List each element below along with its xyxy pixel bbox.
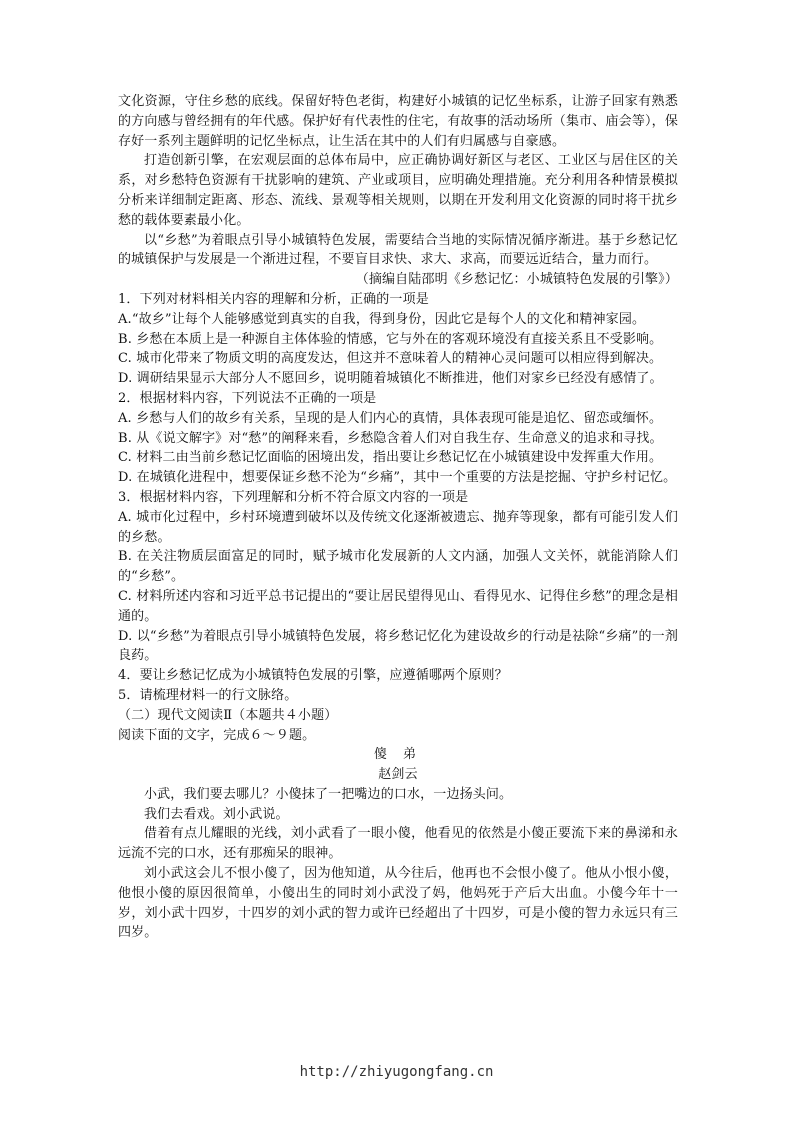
story-paragraph-1: 小武，我们要去哪儿？小傻抹了一把嘴边的口水，一边扬头问。 (144, 786, 513, 802)
intro-paragraph-2: 打造创新引擎，在宏观层面的总体布局中，应正确协调好新区与老区、工业区与居住区的关系，对乡愁特色资源有干扰影响的建筑、产业或项目，应明确处理措施。充分利用各种情景模拟分析来详细制定距离、形态、流线、景观等相关规则，以期在开发利用文化资源的同时将干扰乡愁的载体要素最小化。 (118, 153, 678, 228)
question-1-option-a: A.“故乡”让每个人能够感觉到真实的自我，得到身份，因此它是每个人的文化和精神家园。 (118, 311, 646, 327)
question-2-option-c: C. 材料二由当前乡愁记忆面临的困境出发，指出要让乡愁记忆在小城镇建设中发挥重大作用。 (118, 450, 663, 466)
reading-instruction: 阅读下面的文字，完成６～９题。 (118, 727, 316, 743)
intro-paragraph-1: 文化资源，守住乡愁的底线。保留好特色老街，构建好小城镇的记忆坐标系，让游子回家有熟悉的方向感与曾经拥有的年代感。保护好有代表性的住宅，有故事的活动场所（集市、庙会等），保存好一系列主题鲜明的记忆坐标点，让生活在其中的人们有归属感与自豪感。 (118, 94, 678, 149)
story-paragraph-2: 我们去看戏。刘小武说。 (144, 806, 289, 822)
story-paragraph-3: 借着有点儿耀眼的光线，刘小武看了一眼小傻，他看见的依然是小傻正要流下来的鼻涕和永远流不完的口水，还有那痴呆的眼神。 (118, 826, 678, 862)
intro-paragraph-3: 以“乡愁”为着眼点引导小城镇特色发展，需要结合当地的实际情况循序渐进。基于乡愁记忆的城镇保护与发展是一个渐进过程，不要盲目求快、求大、求高，而要远近结合，量力而行。 (118, 232, 678, 268)
question-3-stem: 3．根据材料内容，下列理解和分析不符合原文内容的一项是 (118, 489, 469, 505)
question-2-option-d: D. 在城镇化进程中，想要保证乡愁不沦为“乡痛”，其中一个重要的方法是挖掘、守护乡村记忆。 (118, 470, 677, 486)
question-1-option-d: D. 调研结果显示大部分人不愿回乡，说明随着城镇化不断推进，他们对家乡已经没有感情了。 (118, 371, 663, 387)
question-3-option-c: C. 材料所述内容和习近平总书记提出的“要让居民望得见山、看得见水、记得住乡愁”的理念是相通的。 (118, 588, 678, 624)
question-4: 4．要让乡愁记忆成为小城镇特色发展的引擎，应遵循哪两个原则？ (118, 668, 508, 684)
question-2-option-b: B. 从《说文解字》对“愁”的阐释来看，乡愁隐含着人们对自我生存、生命意义的追求和寻找。 (118, 430, 663, 446)
question-3-option-d: D. 以“乡愁”为着眼点引导小城镇特色发展，将乡愁记忆化为建设故乡的行动是祛除“乡痛”的一剂良药。 (118, 628, 678, 664)
question-1-option-b: B. 乡愁在本质上是一种源自主体体验的情感，它与外在的客观环境没有直接关系且不受影响。 (118, 331, 663, 347)
question-1-stem: 1．下列对材料相关内容的理解和分析，正确的一项是 (118, 291, 429, 307)
source-note: （摘编自陆邵明《乡愁记忆：小城镇特色发展的引擎》） (355, 272, 678, 288)
question-3-option-b: B. 在关注物质层面富足的同时，赋予城市化发展新的人文内涵，加强人文关怀，就能消除人们的“乡愁”。 (118, 549, 678, 585)
footer-url: http://zhiyugongfang.cn (299, 1064, 494, 1080)
story-paragraph-4: 刘小武这会儿不恨小傻了，因为他知道，从今往后，他再也不会恨小傻了。他从小恨小傻，他恨小傻的原因很简单，小傻出生的同时刘小武没了妈，他妈死于产后大出血。小傻今年十一岁，刘小武十四岁，十四岁的刘小武的智力或许已经超出了十四岁，可是小傻的智力永远只有三四岁。 (118, 866, 678, 941)
story-title: 傻 弟 (373, 747, 423, 763)
document-page (118, 92, 678, 943)
question-2-stem: 2．根据材料内容，下列说法不正确的一项是 (118, 390, 377, 406)
story-author: 赵剑云 (378, 767, 418, 783)
question-2-option-a: A. 乡愁与人们的故乡有关系，呈现的是人们内心的真情，具体表现可能是追忆、留恋或缅怀。 (118, 410, 663, 426)
question-1-option-c: C. 城市化带来了物质文明的高度发达，但这并不意味着人的精神心灵问题可以相应得到解决。 (118, 351, 663, 367)
question-5: 5．请梳理材料一的行文脉络。 (118, 687, 298, 703)
section-heading: （二）现代文阅读Ⅱ（本题共４小题） (118, 707, 338, 723)
question-list (118, 290, 678, 706)
question-3-option-a: A. 城市化过程中，乡村环境遭到破坏以及传统文化逐渐被遗忘、抛弃等现象，都有可能引发人们的乡愁。 (118, 509, 678, 545)
